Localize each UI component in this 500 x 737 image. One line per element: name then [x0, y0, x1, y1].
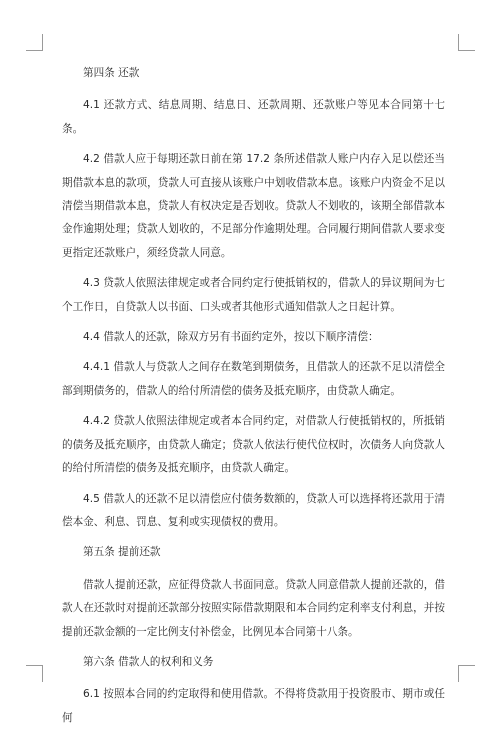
section-heading: 第六条 借款人的权利和义务 [83, 655, 214, 668]
paragraph: 4.4.2 贷款人依照法律规定或者本合同约定，对借款人行使抵销权的，所抵销的债务及抵充顺序，由贷款人确定；贷款人依法行使代位权时，次债务人向贷款人的给付所清偿的债务及抵充顺序，由贷款人确定。 [62, 415, 445, 475]
crop-mark-top-right [458, 34, 475, 51]
paragraph: 4.4 借款人的还款，除双方另有书面约定外，按以下顺序清偿： [83, 331, 379, 344]
section-heading: 第四条 还款 [83, 67, 140, 79]
paragraph: 4.3 贷款人依照法律规定或者合同约定行使抵销权的，借款人的异议期间为七个工作日，自贷款人以书面、口头或者其他形式通知借款人之日起计算。 [62, 277, 445, 313]
paragraph: 4.5 借款人的还款不足以清偿应付债务数额的，贷款人可以选择将还款用于清偿本金、利息、罚息、复利或实现债权的费用。 [62, 492, 445, 528]
section-heading: 第五条 提前还款 [83, 546, 161, 559]
paragraph: 借款人提前还款，应征得贷款人书面同意。贷款人同意借款人提前还款的，借款人在还款时对提前还款部分按照实际借款期限和本合同约定利率支付利息，并按提前还款金额的一定比例支付补偿金，比例见本合同第十八条。 [62, 578, 445, 638]
crop-mark-bottom-left [26, 665, 43, 682]
paragraph: 4.2 借款人应于每期还款日前在第 17.2 条所述借款人账户内存入足以偿还当期借款本息的款项，贷款人可直接从该账户中划收借款本息。该账户内资金不足以清偿当期借款本息，贷款人有权决定是否划收。贷款人不划收的，该期全部借款本金作逾期处理；贷款人划收的，不足部分作逾期处理。合同履行期间借款人要求变更指定还款账户，须经贷款人同意。 [62, 153, 445, 259]
crop-mark-bottom-right [458, 665, 475, 682]
paragraph: 4.1 还款方式、结息周期、结息日、还款周期、还款账户等见本合同第十七条。 [62, 99, 445, 135]
paragraph: 6.1 按照本合同的约定取得和使用借款。不得将贷款用于投资股市、期市或任何 [62, 688, 445, 724]
document-body [62, 62, 445, 737]
crop-mark-top-left [26, 34, 43, 51]
paragraph: 4.4.1 借款人与贷款人之间存在数笔到期债务，且借款人的还款不足以清偿全部到期债务的，借款人的给付所清偿的债务及抵充顺序，由贷款人确定。 [62, 361, 445, 397]
